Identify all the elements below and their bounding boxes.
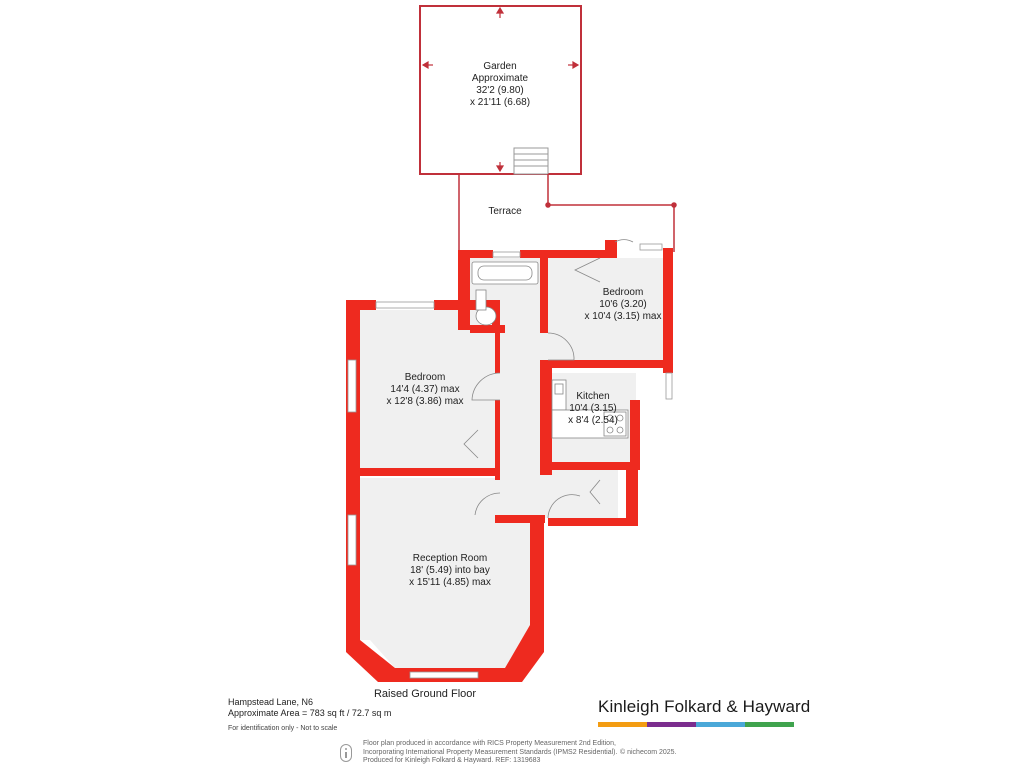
terrace-label <box>470 206 540 218</box>
kitchen-dim2: x 8'4 (2.54) <box>568 415 618 426</box>
brand-stripe <box>598 722 647 727</box>
footer-line1: Floor plan produced in accordance with RICS Property Measurement 2nd Edition, <box>363 740 616 747</box>
bedroom-upper-dim1: 10'6 (3.20) <box>599 299 647 310</box>
reception-label <box>395 553 505 589</box>
approximate-area: Approximate Area = 783 sq ft / 72.7 sq m <box>228 708 392 718</box>
brand-stripe <box>696 722 745 727</box>
garden-line2: Approximate <box>471 73 529 84</box>
footer-line2: Incorporating International Property Measurement Standards (IPMS2 Residential). <box>363 748 618 756</box>
reception-dim2: x 15'11 (4.85) max <box>409 577 491 588</box>
brand-stripe <box>647 722 696 727</box>
garden-dim1: 32'2 (9.80) <box>476 85 524 96</box>
address-block <box>228 697 391 734</box>
garden-label <box>440 61 560 109</box>
kitchen-label <box>558 391 628 427</box>
bedroom-left-dim2: x 12'8 (3.86) max <box>386 396 464 407</box>
identification-note: For identification only - Not to scale <box>228 725 338 732</box>
terrace-name: Terrace <box>488 206 522 217</box>
brand-name: Kinleigh Folkard & Hayward <box>598 697 811 716</box>
bedroom-left-label <box>375 372 475 408</box>
bedroom-upper-dim2: x 10'4 (3.15) max <box>584 311 662 322</box>
garden-dim2: x 21'11 (6.68) <box>469 97 531 108</box>
reception-dim1: 18' (5.49) into bay <box>410 565 490 576</box>
bedroom-upper-name: Bedroom <box>602 287 644 298</box>
bedroom-left-name: Bedroom <box>404 372 446 383</box>
brand-stripe <box>745 722 794 727</box>
garden-steps <box>514 148 548 174</box>
floor-title: Raised Ground Floor <box>373 688 477 700</box>
address-line: Hampstead Lane, N6 <box>228 697 314 707</box>
bedroom-left-dim1: 14'4 (4.37) max <box>390 384 460 395</box>
kitchen-name: Kitchen <box>576 391 610 402</box>
footer-line3: Produced for Kinleigh Folkard & Hayward. REF: 1319683 <box>363 757 541 764</box>
kitchen-dim1: 10'4 (3.15) <box>569 403 617 414</box>
footer-copyright: © nichecom 2025. <box>620 749 677 756</box>
garden-name: Garden <box>483 61 517 72</box>
footer-notes <box>363 740 617 766</box>
brand-stripes <box>598 722 794 727</box>
reception-name: Reception Room <box>412 553 488 564</box>
info-icon <box>340 744 352 762</box>
bedroom-upper-label <box>578 287 668 323</box>
